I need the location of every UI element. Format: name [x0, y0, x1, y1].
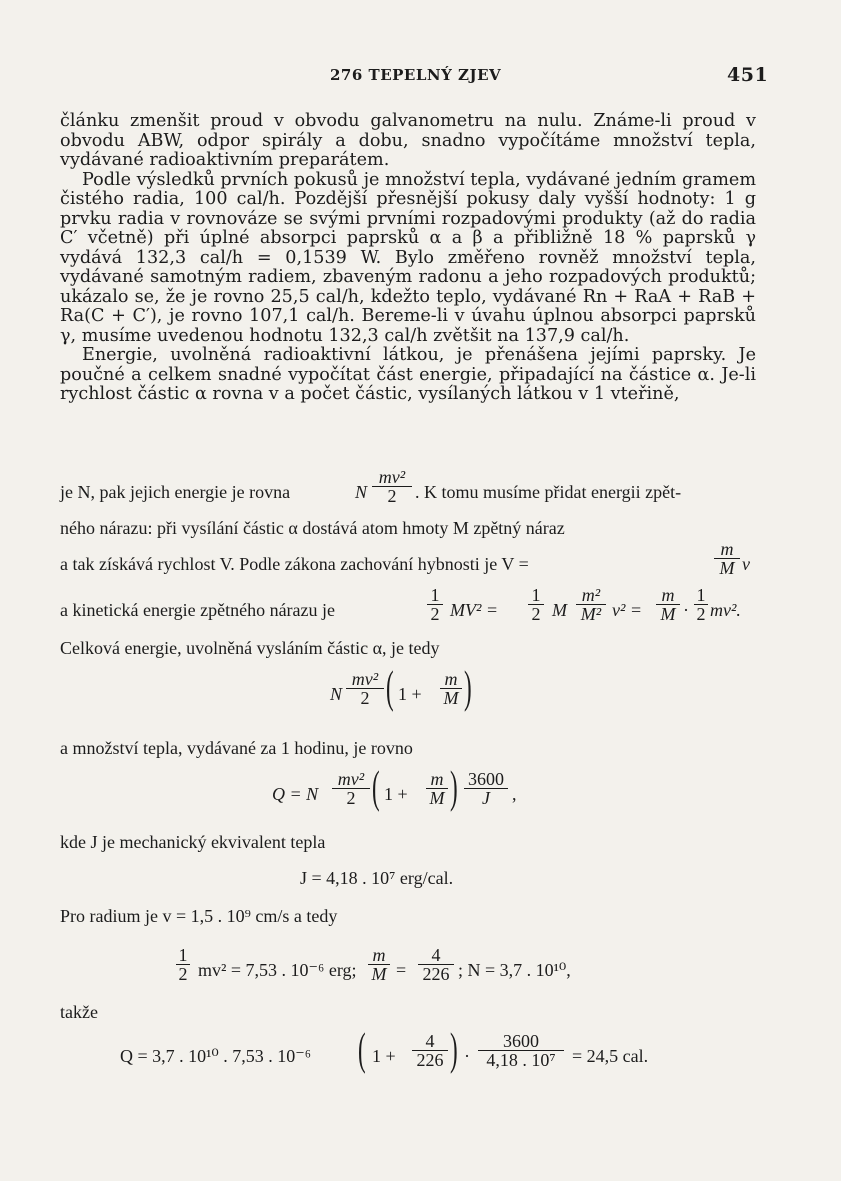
numerator-3600: 3600 [478, 1032, 564, 1051]
numerator-m: m [444, 669, 458, 689]
fraction-4-over-226 [418, 946, 454, 983]
numerator-1: 1 [427, 586, 443, 605]
paragraph-2: Podle výsledků prvních pokusů je množství tepla, vydávané jedním gramem čistého radia, 100 cal/h. Pozdější přesnější pokusy daly vyšší hodnoty: 1 g prvku radia v rovnováze se svými prvními rozpadovými produkty (až do radia C′ včetně) při úplné absorpci paprsků α a β a přibližně 18 % paprsků γ vydává 132,3 cal/h = 0,1539 W. Bylo změřeno rovněž množství tepla, vydávané samotným radiem, zbaveným radonu a jeho rozpadových produktů; ukázalo se, že je rovno 25,5 cal/h, kdežto teplo, vydávané Rn + RaA + RaB + Ra(C + C′), je rovno 107,1 cal/h. Bereme-li v úvahu úplnou absorpci paprsků γ, musíme uvedenou hodnotu 132,3 cal/h zvětšit na 137,9 cal/h. [60, 169, 756, 346]
N-value-text: ; N = 3,7 . 10¹⁰, [458, 960, 571, 980]
M-text: M [552, 600, 567, 620]
v-text: v [742, 554, 750, 574]
paren-left: ( [372, 761, 380, 812]
paragraph-3: Energie, uvolněná radioaktivní látkou, je přenášena jejími paprsky. Je poučné a celkem snadné vypočítat část energie, připadající na částice α. Je-li rychlost částic α rovna v a počet částic, vysílaných látkou v 1 vteřině, [60, 345, 756, 404]
fraction-mv2-over-2 [346, 670, 384, 707]
paren-right: ) [464, 661, 472, 712]
fraction-4-over-226 [412, 1032, 448, 1069]
denominator-2: 2 [178, 964, 188, 984]
mv2-end [710, 598, 741, 622]
recoil-intro [415, 480, 681, 504]
kinetic-line [60, 598, 335, 622]
numerator-m: m [720, 539, 734, 559]
symbol-N: N [330, 684, 343, 704]
radium-values-text: Pro radium je v = 1,5 . 10⁹ cm/s a tedy [60, 906, 338, 926]
numerator-m: m [372, 945, 386, 965]
one-plus: 1 + [384, 784, 408, 804]
paren-right: ) [450, 1023, 458, 1074]
one-plus: 1 + [398, 684, 422, 704]
fraction-mv2-over-2 [332, 770, 370, 807]
MV2-term [450, 598, 498, 622]
J-definition-text: kde J je mechanický ekvivalent tepla [60, 832, 326, 852]
fraction-half-3 [694, 586, 708, 623]
numerator-1: 1 [176, 946, 190, 965]
running-title: 276 TEPELNÝ ZJEV [330, 66, 502, 84]
numerator-4: 4 [418, 946, 454, 965]
recoil-line-2 [60, 516, 565, 540]
fraction-half-1 [427, 586, 443, 623]
energy-formula [355, 480, 367, 504]
page-header [0, 64, 841, 88]
numerator-4: 4 [412, 1032, 448, 1051]
fraction-m-over-M [714, 540, 740, 577]
half-mv2-value-text: mv² = 7,53 . 10⁻⁶ erg; [198, 960, 357, 980]
paren-left: ( [358, 1023, 366, 1074]
numerator-m2: m² [581, 585, 601, 605]
heat-per-hour-line [60, 736, 413, 760]
symbol-N: N [355, 482, 368, 502]
fraction-m-over-M-2 [656, 586, 680, 623]
denominator-226: 226 [422, 964, 450, 984]
fraction-m-over-M [426, 770, 448, 807]
radium-values-line [60, 904, 337, 928]
recoil-intro-text: . K tomu musíme přidat energii zpět- [415, 482, 682, 502]
fraction-mv2-over-2 [372, 468, 412, 505]
denominator-J: J [482, 788, 490, 808]
numerator-mv2: mv² [337, 769, 365, 789]
numerator-m: m [430, 769, 444, 789]
denominator-2: 2 [531, 604, 541, 624]
denominator-2: 2 [387, 486, 397, 506]
numerator-1: 1 [528, 586, 544, 605]
text-body [60, 112, 756, 405]
total-energy-formula [330, 682, 342, 706]
symbol-v [742, 552, 750, 576]
dot-operator: · [464, 1046, 470, 1066]
therefore-text: takže [60, 1002, 98, 1022]
total-energy-text: Celková energie, uvolněná vysláním částic α, je tedy [60, 638, 440, 658]
page-number: 451 [727, 64, 769, 86]
Q-result [572, 1044, 648, 1068]
recoil-line-3-text: a tak získává rychlost V. Podle zákona zachování hybnosti je V = [60, 554, 529, 574]
denominator-M: M [429, 788, 445, 808]
denominator-2: 2 [696, 604, 706, 624]
J-value [300, 866, 453, 890]
fraction-m-over-M [368, 946, 390, 983]
fraction-m-over-M [440, 670, 462, 707]
paren-left: ( [386, 661, 394, 712]
equals: = [396, 960, 407, 980]
mv2-end-text: mv². [710, 600, 741, 620]
J-value-text: J = 4,18 . 10⁷ erg/cal. [300, 868, 454, 888]
fraction-m2-over-M2 [576, 586, 606, 623]
fraction-half-4 [176, 946, 190, 983]
kinetic-intro-text: a kinetická energie zpětného nárazu je [60, 600, 336, 620]
Q-final-left-text: Q = 3,7 . 10¹⁰ . 7,53 . 10⁻⁶ [120, 1046, 312, 1066]
recoil-line-3 [60, 552, 529, 576]
denominator-2: 2 [430, 604, 440, 624]
therefore-line [60, 1000, 98, 1024]
total-energy-line [60, 636, 440, 660]
denominator-M: M [719, 558, 735, 578]
denominator-M2: M² [580, 604, 602, 624]
numerator-3600: 3600 [464, 770, 508, 789]
fraction-3600-over-J-value [478, 1032, 564, 1069]
v2-text: v² = [612, 600, 643, 620]
M-term [552, 598, 567, 622]
paren-right: ) [450, 761, 458, 812]
Q-equals-N-text: Q = N [272, 784, 319, 804]
denominator-2: 2 [346, 788, 356, 808]
denominator-2: 2 [360, 688, 370, 708]
Q-result-text: = 24,5 cal. [572, 1046, 649, 1066]
fraction-half-2 [528, 586, 544, 623]
denominator-M: M [371, 964, 387, 984]
numerator-mv2: mv² [378, 467, 406, 487]
comma: , [512, 784, 517, 804]
recoil-line-2-text: ného nárazu: při vysílání částic α dostává atom hmoty M zpětný náraz [60, 518, 565, 538]
energy-line [60, 480, 290, 504]
heat-per-hour-text: a množství tepla, vydávané za 1 hodinu, je rovno [60, 738, 413, 758]
MV2-text: MV² = [450, 600, 499, 620]
numerator-m: m [661, 585, 675, 605]
denominator-M: M [660, 604, 676, 624]
fraction-3600-over-J [464, 770, 508, 807]
Q-final-left [120, 1044, 311, 1068]
v2-term [612, 598, 642, 622]
denominator-J-value: 4,18 . 10⁷ [486, 1050, 556, 1070]
Q-equals-N [272, 782, 318, 806]
energy-intro-text: je N, pak jejich energie je rovna [60, 482, 291, 502]
numerator-1: 1 [694, 586, 708, 605]
N-value [458, 958, 571, 982]
paragraph-1: článku zmenšit proud v obvodu galvanometru na nulu. Známe-li proud v obvodu ABW, odpor spirály a dobu, snadno vypočítáme množství tepla, vydávané radioaktivním preparátem. [60, 111, 756, 170]
denominator-M: M [443, 688, 459, 708]
denominator-226: 226 [416, 1050, 444, 1070]
one-plus: 1 + [372, 1046, 396, 1066]
J-definition-line [60, 830, 325, 854]
half-mv2-value [198, 958, 356, 982]
numerator-mv2: mv² [351, 669, 379, 689]
dot-operator: · [683, 600, 689, 620]
